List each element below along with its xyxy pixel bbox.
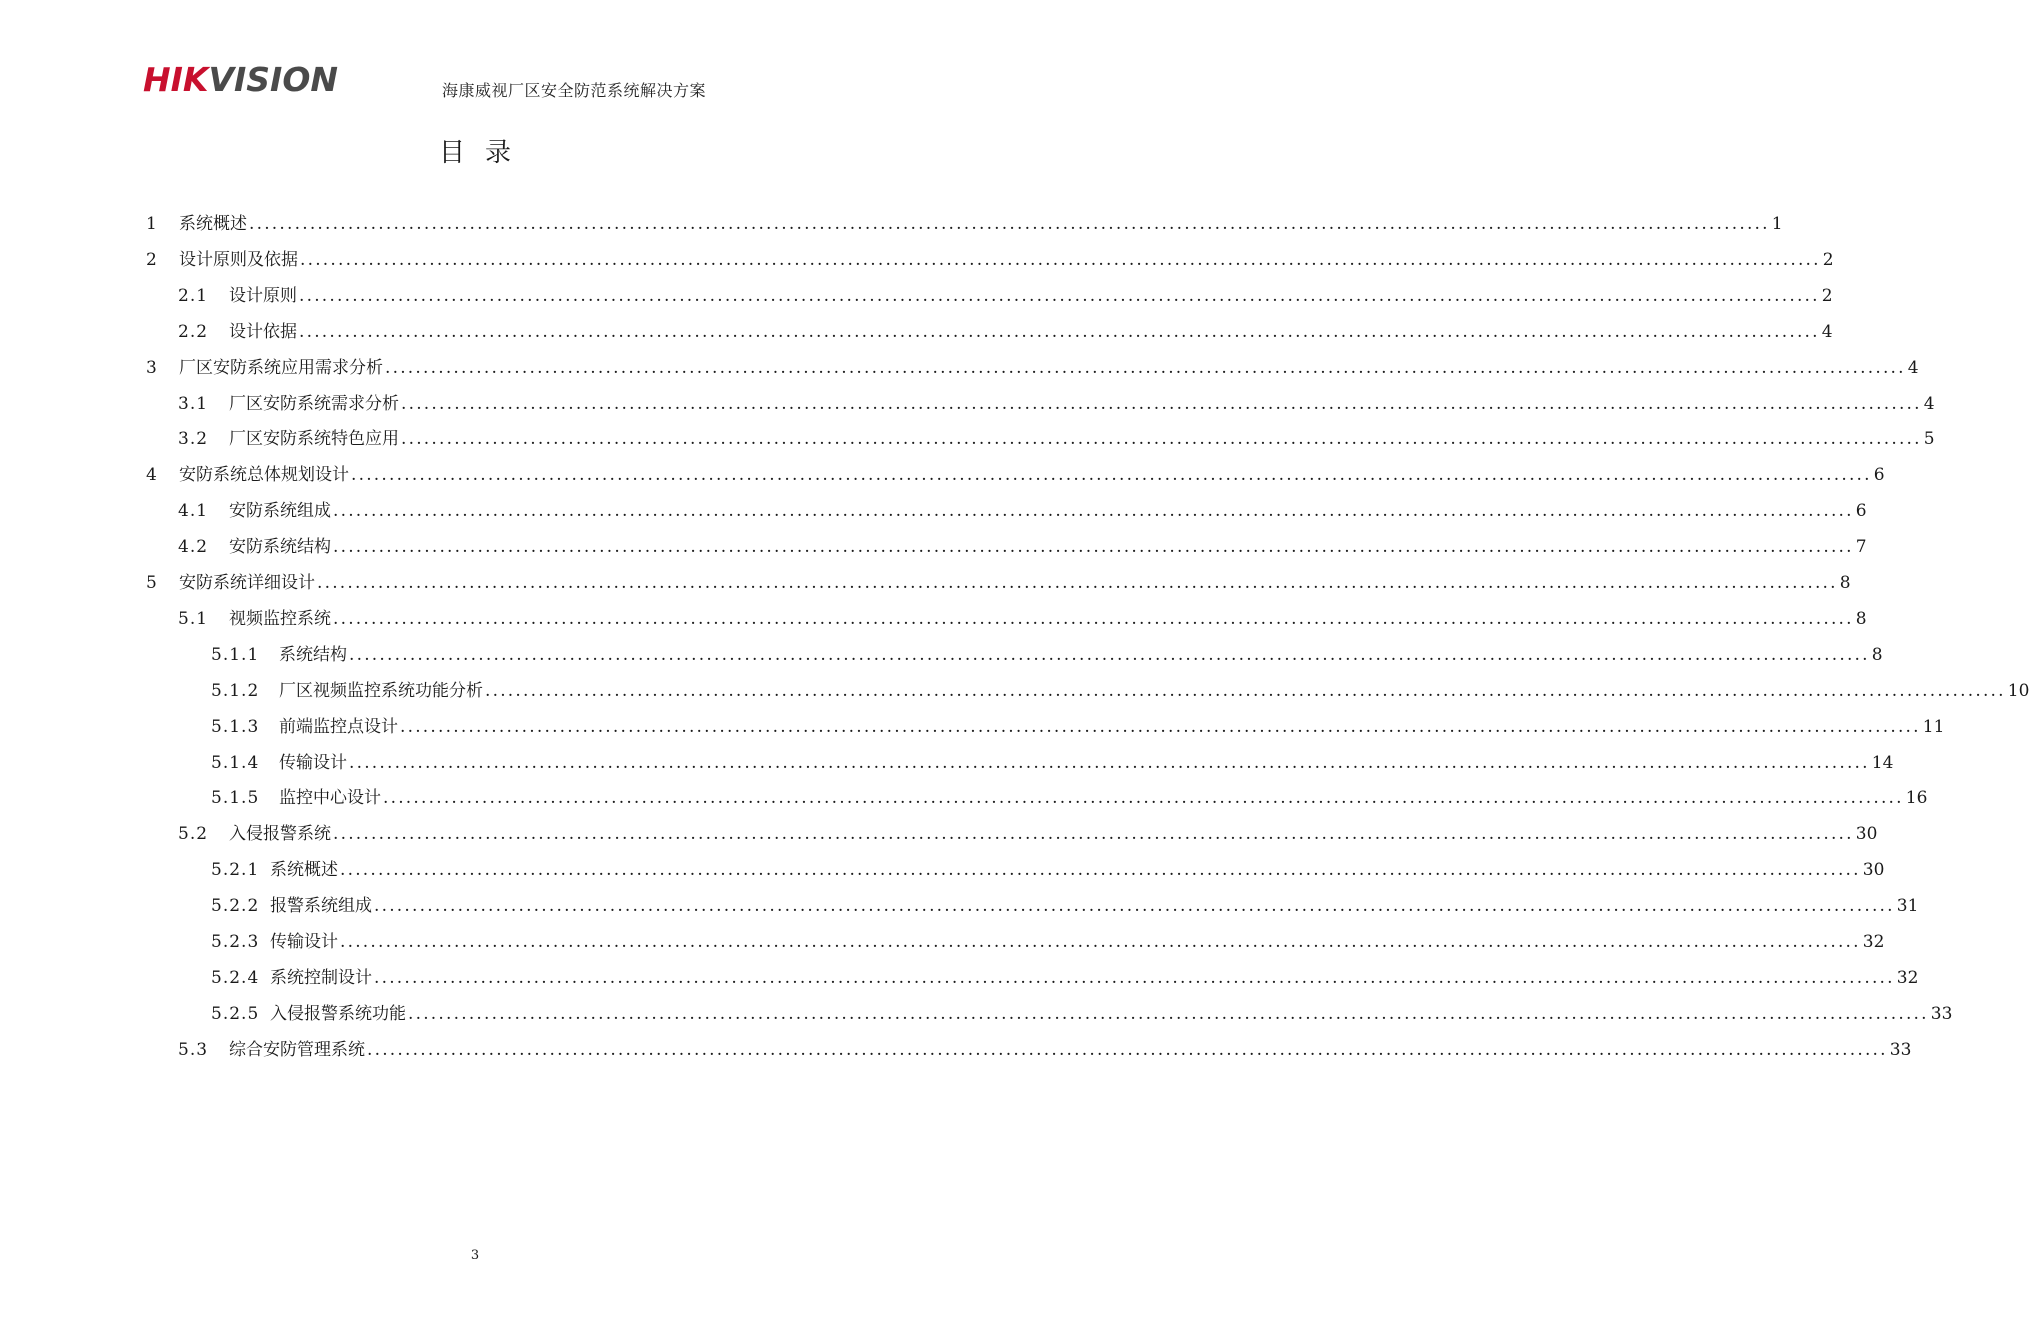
toc-entry-number: 5.2.3 [211, 932, 260, 952]
toc-dot-leader: ........................................................................................................................................................................................................ [401, 429, 1922, 450]
toc-entry-number: 3.1 [178, 393, 209, 414]
toc-entry[interactable] [211, 888, 1919, 924]
toc-entry-number: 5.1.1 [211, 644, 260, 665]
toc-entry-title: 厂区安防系统需求分析 [229, 393, 399, 414]
toc-title: 目录 [438, 138, 531, 168]
toc-entry-title: 安防系统详细设计 [179, 573, 315, 593]
toc-entry-page: 30 [1855, 824, 1878, 845]
toc-entry[interactable] [211, 852, 1885, 888]
logo-vision-text: VISION [208, 60, 339, 99]
toc-dot-leader: ........................................................................................................................................................................................................ [249, 214, 1770, 234]
toc-dot-leader: ........................................................................................................................................................................................................ [340, 860, 1861, 881]
toc-entry-title: 厂区安防系统特色应用 [229, 429, 399, 450]
toc-entry-number: 5.2.4 [211, 967, 260, 988]
toc-entry-title: 报警系统组成 [270, 896, 372, 917]
toc-dot-leader: ........................................................................................................................................................................................................ [300, 249, 1821, 270]
toc-entry-title: 厂区安防系统应用需求分析 [179, 357, 383, 378]
toc-entry-number: 3.2 [178, 429, 209, 450]
toc-dot-leader: ........................................................................................................................................................................................................ [340, 932, 1861, 952]
toc-entry-title: 安防系统结构 [229, 537, 331, 558]
toc-dot-leader: ........................................................................................................................................................................................................ [408, 1003, 1929, 1024]
toc-dot-leader: ........................................................................................................................................................................................................ [333, 608, 1854, 629]
toc-entry-number: 5.1.2 [211, 680, 260, 701]
toc-entry-number: 5.2 [178, 824, 209, 845]
toc-entry[interactable] [178, 386, 1935, 422]
toc-entry[interactable] [178, 493, 1867, 529]
toc-entry-page: 32 [1896, 967, 1919, 988]
toc-entry-title: 监控中心设计 [279, 788, 381, 809]
toc-entry[interactable] [211, 996, 1953, 1032]
toc-entry[interactable] [178, 816, 1878, 852]
toc-entry[interactable] [178, 529, 1867, 565]
toc-entry-page: 6 [1873, 465, 1885, 486]
toc-entry-title: 传输设计 [270, 932, 338, 952]
toc-entry-page: 11 [1922, 716, 1945, 737]
toc-entry-page: 4 [1907, 357, 1919, 378]
toc-entry[interactable] [211, 637, 1883, 673]
toc-dot-leader: ........................................................................................................................................................................................................ [401, 393, 1922, 414]
logo-hik-text: HIK [143, 60, 209, 99]
toc-entry[interactable] [146, 242, 1834, 278]
toc-entry-page: 5 [1923, 429, 1935, 450]
toc-entry-title: 设计原则及依据 [179, 249, 298, 270]
toc-entry[interactable] [211, 960, 1919, 996]
toc-entry[interactable] [178, 601, 1867, 637]
toc-entry-page: 4 [1923, 393, 1935, 414]
toc-entry-page: 30 [1862, 860, 1885, 881]
toc-dot-leader: ........................................................................................................................................................................................................ [299, 285, 1820, 306]
toc-entry-page: 2 [1821, 285, 1833, 306]
toc-entry-number: 5.2.2 [211, 896, 260, 917]
document-header-title: 海康威视厂区安全防范系统解决方案 [442, 81, 707, 100]
toc-dot-leader: ........................................................................................................................................................................................................ [333, 537, 1854, 558]
toc-entry[interactable] [178, 421, 1935, 457]
toc-entry-number: 5.2.1 [211, 860, 260, 881]
toc-entry[interactable] [211, 673, 2029, 709]
toc-entry-page: 16 [1905, 788, 1928, 809]
toc-entry-title: 前端监控点设计 [279, 716, 398, 737]
toc-entry-number: 2.2 [178, 321, 209, 342]
toc-entry-number: 5.1.4 [211, 752, 260, 773]
toc-entry-number: 5.1.5 [211, 788, 260, 809]
toc-entry-page: 8 [1855, 608, 1867, 629]
toc-entry-page: 14 [1871, 752, 1894, 773]
toc-dot-leader: ........................................................................................................................................................................................................ [485, 680, 2006, 701]
toc-entry[interactable] [146, 565, 1851, 601]
toc-entry-title: 系统概述 [270, 860, 338, 881]
toc-entry-number: 5 [146, 573, 158, 593]
toc-dot-leader: ........................................................................................................................................................................................................ [349, 752, 1870, 773]
toc-entry-title: 入侵报警系统 [229, 824, 331, 845]
toc-entry-page: 8 [1871, 644, 1883, 665]
toc-dot-leader: ........................................................................................................................................................................................................ [374, 896, 1895, 917]
toc-entry[interactable] [178, 314, 1833, 350]
toc-entry-title: 设计依据 [229, 321, 297, 342]
toc-entry-page: 4 [1821, 321, 1833, 342]
toc-entry-title: 安防系统总体规划设计 [179, 465, 349, 486]
toc-dot-leader: ........................................................................................................................................................................................................ [299, 321, 1820, 342]
toc-entry-number: 2 [146, 249, 158, 270]
toc-entry-number: 4.1 [178, 501, 209, 522]
toc-dot-leader: ........................................................................................................................................................................................................ [400, 716, 1921, 737]
toc-entry[interactable] [211, 780, 1928, 816]
toc-entry[interactable] [146, 350, 1919, 386]
hikvision-logo [143, 60, 338, 100]
toc-entry-title: 传输设计 [279, 752, 347, 773]
toc-entry[interactable] [211, 745, 1894, 781]
toc-entry-title: 入侵报警系统功能 [270, 1003, 406, 1024]
toc-entry-page: 1 [1771, 214, 1783, 234]
toc-entry[interactable] [178, 278, 1833, 314]
toc-entry-title: 系统控制设计 [270, 967, 372, 988]
toc-entry[interactable] [211, 924, 1885, 960]
toc-dot-leader: ........................................................................................................................................................................................................ [351, 465, 1872, 486]
toc-entry-title: 厂区视频监控系统功能分析 [279, 680, 483, 701]
toc-entry-page: 33 [1930, 1003, 1953, 1024]
toc-entry-title: 安防系统组成 [229, 501, 331, 522]
toc-entry-number: 4 [146, 465, 158, 486]
toc-dot-leader: ........................................................................................................................................................................................................ [333, 824, 1854, 845]
toc-dot-leader: ........................................................................................................................................................................................................ [367, 1039, 1888, 1060]
toc-entry-page: 6 [1855, 501, 1867, 522]
toc-dot-leader: ........................................................................................................................................................................................................ [383, 788, 1904, 809]
toc-entry-number: 5.1.3 [211, 716, 260, 737]
toc-entry[interactable] [178, 1032, 1912, 1068]
toc-dot-leader: ........................................................................................................................................................................................................ [385, 357, 1906, 378]
toc-entry-page: 2 [1822, 249, 1834, 270]
toc-dot-leader: ........................................................................................................................................................................................................ [349, 644, 1870, 665]
page-number: 3 [470, 1248, 480, 1263]
toc-entry-page: 7 [1855, 537, 1867, 558]
toc-entry-page: 10 [2007, 680, 2029, 701]
toc-entry-page: 32 [1862, 932, 1885, 952]
toc-entry-page: 8 [1839, 573, 1851, 593]
toc-entry-number: 5.2.5 [211, 1003, 260, 1024]
toc-entry-title: 视频监控系统 [229, 608, 331, 629]
toc-entry[interactable] [211, 709, 1945, 745]
toc-entry-number: 2.1 [178, 285, 209, 306]
toc-entry-title: 设计原则 [229, 285, 297, 306]
toc-entry[interactable] [146, 206, 1783, 242]
toc-entry[interactable] [146, 457, 1885, 493]
toc-entry-number: 3 [146, 357, 158, 378]
toc-entry-number: 5.3 [178, 1039, 209, 1060]
toc-dot-leader: ........................................................................................................................................................................................................ [333, 501, 1854, 522]
toc-entry-title: 综合安防管理系统 [229, 1039, 365, 1060]
toc-entry-page: 33 [1889, 1039, 1912, 1060]
toc-entry-number: 4.2 [178, 537, 209, 558]
toc-entry-page: 31 [1896, 896, 1919, 917]
toc-dot-leader: ........................................................................................................................................................................................................ [374, 967, 1895, 988]
toc-entry-number: 1 [146, 214, 158, 234]
toc-entry-number: 5.1 [178, 608, 209, 629]
toc-entry-title: 系统结构 [279, 644, 347, 665]
toc-dot-leader: ........................................................................................................................................................................................................ [317, 573, 1838, 593]
toc-entry-title: 系统概述 [179, 214, 247, 234]
